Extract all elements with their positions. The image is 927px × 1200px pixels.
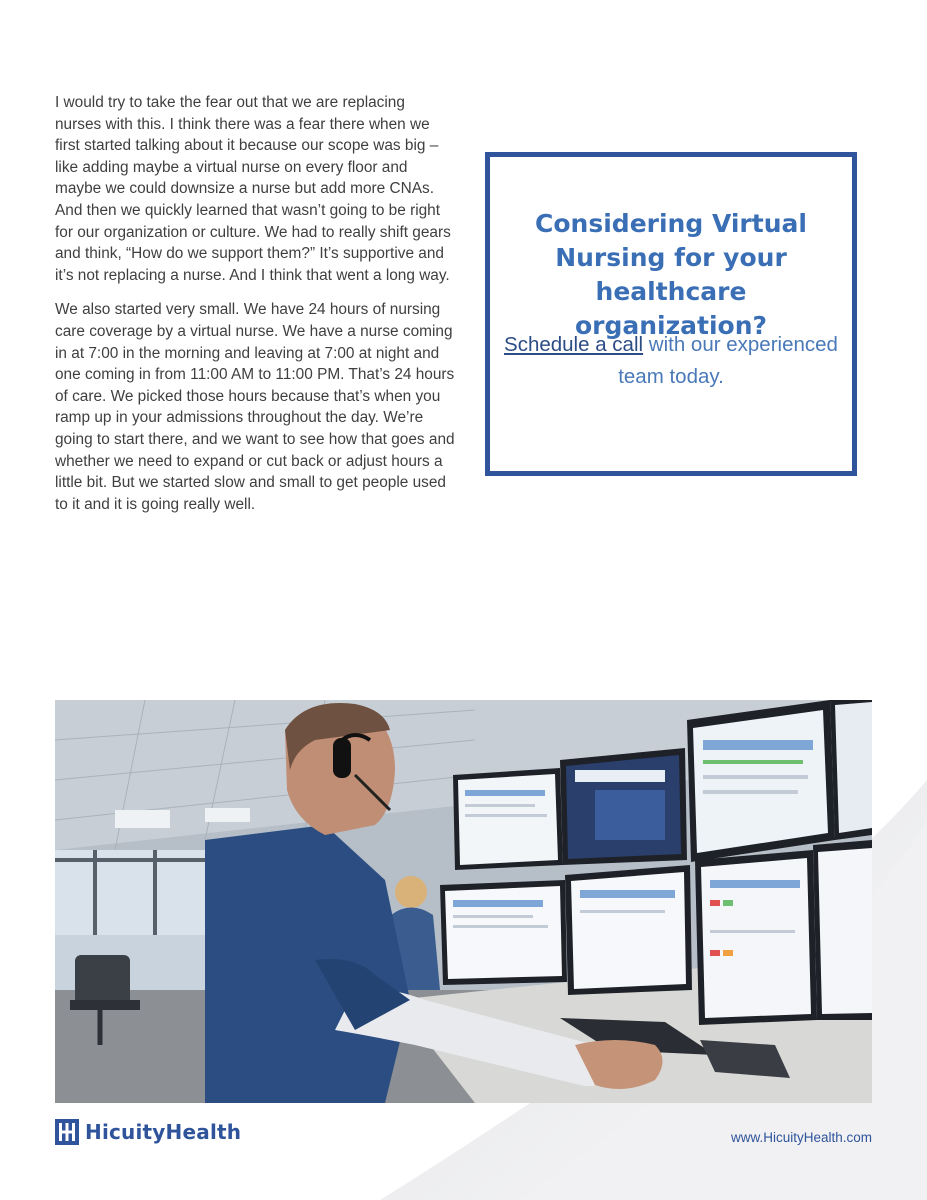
article-paragraph-1: I would try to take the fear out that we are replacing nurses with this. I think there was a fear there when we first started talking about it because our scope was big – like adding maybe a virtual nurse on every floor and maybe we could downsize a nurse but add more CNAs. And then we quickly learned that wasn’t going to be right for our organization or culture. We had to really shift gears and think, “How do we support them?” It’s supportive and it’s not replacing a nurse. And I think that went a long way. [55,94,451,284]
footer-logo [55,1117,241,1147]
article-paragraph-2: We also started very small. We have 24 hours of nursing care coverage by a virtual nurse. We have a nurse coming in at 7:00 in the morning and leaving at 7:00 at night and one coming in from 11:00 AM to 11:00 PM. That’s 24 hours of care. We picked those hours because that’s when you ramp up in your admissions throughout the day. We’re going to start there, and we want to see how that goes and whether we need to expand or cut back or adjust hours a little bit. But we started slow and small to get people used to it and it is going really well. [55,301,455,513]
hicuity-logo-icon [55,1119,79,1145]
logo-wordmark: HicuityHealth [85,1120,242,1144]
schedule-call-link[interactable]: Schedule a call [504,333,644,356]
cta-box [485,152,857,476]
cta-subtext-rest: with our experienced team today. [618,333,838,388]
cta-heading: Considering Virtual Nursing for your healthcare organization? [535,209,807,340]
cta-subtext [490,329,852,393]
article-body [55,92,455,528]
footer-website-link[interactable]: www.HicuityHealth.com [730,1130,872,1145]
nurse-photo [55,700,872,1103]
